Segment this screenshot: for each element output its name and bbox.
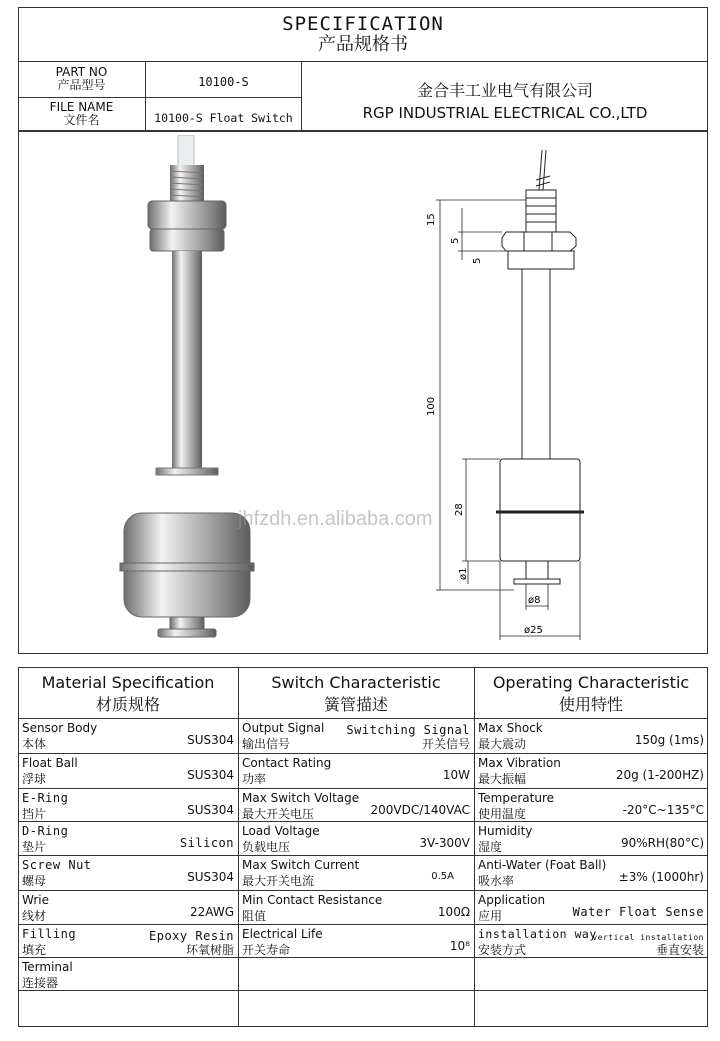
- cell-text: 最大开关电压: [242, 807, 315, 821]
- cell-text: Output Signal: [242, 721, 325, 735]
- cell-text: 0.5A: [431, 871, 454, 882]
- part-no-label: PART NO 产品型号: [55, 65, 108, 92]
- file-name-value: 10100-S Float Switch: [154, 111, 293, 125]
- dim-8: ø8: [528, 595, 541, 606]
- cell-text: -20°C~135°C: [622, 803, 704, 817]
- cell-text: Load Voltage: [242, 824, 320, 838]
- photo-wire: [178, 135, 194, 170]
- cell-text: 开关寿命: [242, 943, 291, 957]
- cell-text: Max Switch Voltage: [242, 791, 360, 805]
- cell-text: Max Vibration: [478, 756, 561, 770]
- cell-text: 垂直安装: [655, 943, 704, 957]
- table-row: [18, 925, 238, 957]
- file-name-label: FILE NAME 文件名: [49, 100, 114, 127]
- cell-text: 输出信号: [242, 737, 291, 751]
- cell-text: 垫片: [22, 840, 47, 854]
- table-row: [238, 822, 474, 855]
- dim-1: ø1: [458, 567, 469, 580]
- table-row: [18, 754, 238, 788]
- cell-text: Application: [478, 893, 546, 907]
- cell-text: SUS304: [187, 733, 234, 747]
- product-photo: [110, 135, 270, 650]
- cell-text: SUS304: [187, 803, 234, 817]
- cell-text: Screw Nut: [22, 858, 92, 872]
- cell-text: Electrical Life: [242, 927, 323, 941]
- table-row: [18, 856, 238, 890]
- company-name-en: RGP INDUSTRIAL ELECTRICAL CO.,LTD: [362, 104, 648, 122]
- cell-text: Filling: [22, 927, 77, 941]
- cell-text: SUS304: [187, 768, 234, 782]
- dim-15: 15: [426, 213, 437, 226]
- cell-text: 负载电压: [242, 840, 291, 854]
- table-row: [238, 891, 474, 924]
- cell-text: 20g (1-200HZ): [615, 768, 704, 782]
- table-row: [238, 789, 474, 821]
- watermark: jhfzdh.en.alibaba.com: [238, 508, 433, 530]
- cell-text: 功率: [242, 772, 267, 786]
- part-no-value: 10100-S: [198, 75, 249, 89]
- cell-text: ±3% (1000hr): [618, 870, 704, 884]
- cell-text: Wrie: [22, 893, 49, 907]
- title-cn: 产品规格书: [318, 34, 408, 55]
- dim-28: 28: [454, 503, 465, 516]
- cell-text: 10⁸: [449, 939, 470, 953]
- title-en: SPECIFICATION: [282, 13, 444, 35]
- technical-drawing: [410, 140, 610, 645]
- cell-text: 100Ω: [437, 905, 470, 919]
- dim-100: 100: [426, 396, 437, 416]
- cell-text: 3V-300V: [419, 836, 470, 850]
- cell-text: 本体: [22, 737, 47, 751]
- table-row: [474, 822, 708, 855]
- cell-text: Sensor Body: [22, 721, 98, 735]
- company-name-cn: 金合丰工业电气有限公司: [416, 81, 593, 100]
- table-row: [18, 719, 238, 753]
- operating-header: Operating Characteristic 使用特性: [492, 673, 690, 714]
- dim-25: ø25: [524, 625, 543, 636]
- cell-text: Terminal: [22, 960, 73, 974]
- cell-text: Humidity: [478, 824, 533, 838]
- cell-text: vertical installation: [592, 933, 704, 942]
- dim-5a: 5: [450, 237, 461, 244]
- switch-header: Switch Characteristic 簧管描述: [271, 673, 441, 714]
- cell-text: 吸水率: [478, 874, 515, 888]
- cell-text: Max Switch Current: [242, 858, 360, 872]
- cell-text: installation way: [478, 927, 597, 941]
- cell-text: 连接器: [22, 976, 59, 990]
- cell-text: D-Ring: [22, 824, 69, 838]
- cell-text: 200VDC/140VAC: [370, 803, 470, 817]
- table-row: [238, 719, 474, 753]
- cell-text: 22AWG: [190, 905, 234, 919]
- material-header: Material Specification 材质规格: [41, 673, 215, 714]
- cell-text: Temperature: [478, 791, 555, 805]
- table-row: [474, 754, 708, 788]
- cell-text: 最大振幅: [478, 772, 527, 786]
- table-row: [18, 822, 238, 855]
- cell-text: 湿度: [478, 840, 503, 854]
- cell-text: E-Ring: [22, 791, 69, 805]
- cell-text: 150g (1ms): [634, 733, 704, 747]
- document-title: [18, 7, 708, 62]
- cell-text: 浮球: [22, 772, 47, 786]
- cell-text: Anti-Water (Foat Ball): [478, 858, 607, 872]
- table-row: [474, 789, 708, 821]
- cell-text: 螺母: [22, 874, 47, 888]
- photo-e-ring: [156, 468, 218, 475]
- cell-text: 使用温度: [478, 807, 527, 821]
- table-row: [18, 789, 238, 821]
- cell-text: 开关信号: [421, 737, 470, 751]
- cell-text: 线材: [22, 909, 47, 923]
- cell-text: 环氧树脂: [185, 943, 234, 957]
- cell-text: 挡片: [22, 807, 47, 821]
- table-row: [474, 719, 708, 753]
- photo-stem: [172, 251, 202, 471]
- cell-text: 应用: [478, 909, 503, 923]
- cell-text: Max Shock: [478, 721, 543, 735]
- table-row: [238, 856, 474, 890]
- cell-text: 最大震动: [478, 737, 527, 751]
- cell-text: Min Contact Resistance: [242, 893, 383, 907]
- cell-text: Float Ball: [22, 756, 78, 770]
- cell-text: Water Float Sense: [572, 905, 704, 919]
- cell-text: 阻值: [242, 909, 267, 923]
- cell-text: Silicon: [179, 836, 234, 850]
- cell-text: Epoxy Resin: [149, 929, 234, 943]
- table-row: [474, 891, 708, 924]
- table-row: [474, 856, 708, 890]
- dim-5b: 5: [472, 257, 483, 264]
- table-row: [18, 891, 238, 924]
- cell-text: 90%RH(80°C): [620, 836, 704, 850]
- cell-text: 最大开关电流: [242, 874, 315, 888]
- cell-text: Switching Signal: [346, 723, 470, 737]
- cell-text: 10W: [442, 768, 470, 782]
- cell-text: SUS304: [187, 870, 234, 884]
- table-row: [474, 925, 708, 957]
- table-row: [238, 754, 474, 788]
- cell-text: Contact Rating: [242, 756, 332, 770]
- table-row: [18, 958, 238, 990]
- cell-text: 填充: [22, 943, 47, 957]
- cell-text: 安装方式: [478, 943, 527, 957]
- photo-hex-nut: [148, 201, 226, 229]
- table-row: [238, 925, 474, 957]
